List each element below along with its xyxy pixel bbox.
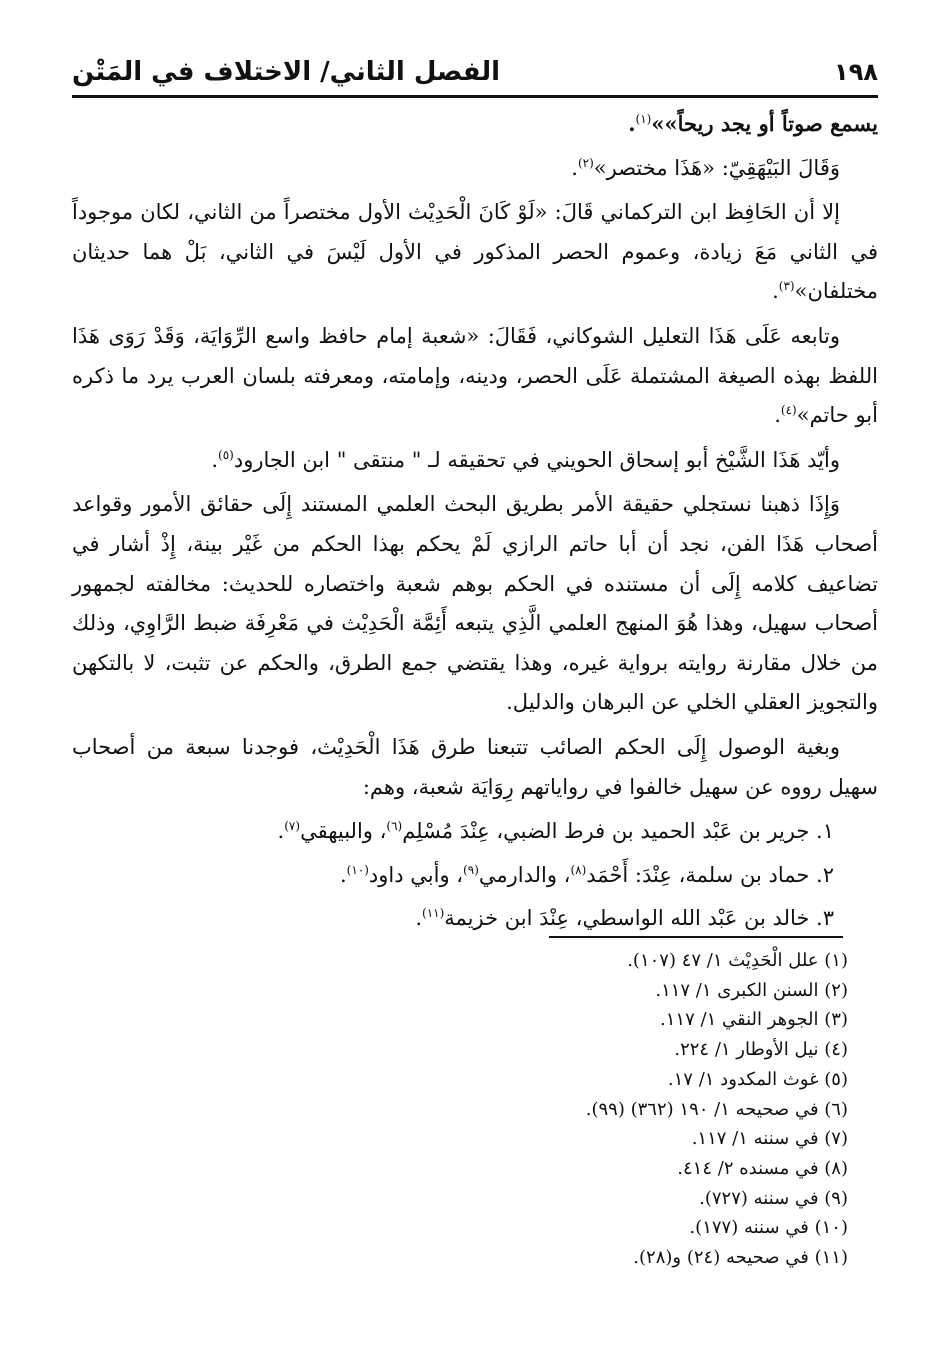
footnote-ref: (٧) <box>284 819 301 834</box>
header-rule <box>72 95 878 98</box>
list-item-3: ٣. خالد بن عَبْد الله الواسطي، عِنْدَ ابن خزيمة$^{(١١)}$. <box>415 906 834 931</box>
footnote-ref: (٩) <box>463 862 479 877</box>
footnote-1: (١) علل الْحَدِيْث ١/ ٤٧ (١٠٧). <box>627 950 848 971</box>
paragraph-6: وَإِذَا ذهبنا نستجلي حقيقة الأمر بطريق البحث العلمي المستند إِلَى حقائق الأمور وقواعد أصحاب هَذَا الفن، نجد أن أبا حاتم الرازي لَمْ يحكم بهذا الحكم من غَيْر بينة، إِذْ أشار في تضاعيف كلامه إِلَى أن مستنده في الحكم بوهم شعبة واختصاره للحديث: مخالفته لجمهور أصحاب سهيل، وهذا هُوَ المنهج العلمي الَّذِي يتبعه أَئِمَّة الْحَدِيْث في مَعْرِفَة ضبط الرَّاوِي، وذلك من خلال مقارنة روايته برواية غيره، وهذا يقتضي جمع الطرق، والحكم عن تثبت، لا بالتكهن والتجويز العقلي الخلي عن البرهان والدليل. <box>72 492 878 715</box>
paragraph-7: وبغية الوصول إِلَى الحكم الصائب تتبعنا طرق هَذَا الْحَدِيْث، فوجدنا سبعة من أصحاب سهيل رووه عن سهيل خالفوا في رواياتهم رِوَايَة شعبة، وهم: <box>72 734 878 799</box>
paragraph-1: يسمع صوتاً أو يجد ريحاً»»$^{(١)}$. <box>628 111 878 136</box>
footnote-ref: (٤) <box>780 403 797 418</box>
footnote-ref: (٥) <box>218 447 234 462</box>
list-item-2: ٢. حماد بن سلمة، عِنْدَ: أَحْمَد$^{(٨)}$، والدارمي$^{(٩)}$، وأبي داود$^{(١٠)}$. <box>339 862 834 887</box>
footnote-ref: (١٠) <box>346 862 369 877</box>
footnote-ref: (١) <box>635 112 652 126</box>
page-number: ١٩٨ <box>834 58 878 86</box>
footnote-2: (٢) السنن الكبرى ١/ ١١٧. <box>655 979 848 1001</box>
footnote-11: (١١) في صحيحه (٢٤) و(٢٨). <box>633 1247 848 1269</box>
footnote-3: (٣) الجوهر النقي ١/ ١١٧. <box>660 1009 848 1031</box>
footnote-10: (١٠) في سننه (١٧٧). <box>689 1217 848 1239</box>
footnote-7: (٧) في سننه ١/ ١١٧. <box>691 1128 848 1150</box>
footnote-ref: (٣) <box>778 279 795 294</box>
footnote-6: (٦) في صحيحه ١/ ١٩٠ (٣٦٢) (٩٩). <box>585 1098 848 1120</box>
footnote-ref: (١١) <box>422 906 445 921</box>
footnote-ref: (٨) <box>570 862 587 877</box>
footnote-5: (٥) غوث المكدود ١/ ١٧. <box>667 1068 848 1090</box>
paragraph-3: إلا أن الحَافِظ ابن التركماني قَالَ: «لَوْ كَانَ الْحَدِيْث الأول مختصراً من الثاني، لكان موجوداً في الثاني مَعَ زيادة، وعموم الحصر المذكور في الأول لَيْسَ في الثاني، بَلْ هما حديثان مختلفان»$^{(٣)}$. <box>72 200 878 304</box>
chapter-title: الفصل الثاني/ الاختلاف في المَتْن <box>72 57 501 87</box>
main-text <box>72 104 878 943</box>
paragraph-5: وأيّد هَذَا الشَّيْخ أبو إسحاق الحويني في تحقيقه لـ " منتقى " ابن الجارود$^{(٥)}$. <box>211 447 840 472</box>
footnote-8: (٨) في مسنده ٢/ ٤١٤. <box>677 1157 848 1179</box>
list-item-1: ١. جرير بن عَبْد الحميد بن فرط الضبي، عِنْدَ مُسْلِم$^{(٦)}$، والبيهقي$^{(٧)}$. <box>277 819 834 844</box>
paragraph-2: وَقَالَ البَيْهَقِيّ: «هَذَا مختصر»$^{(٢)}$. <box>571 155 840 180</box>
footnote-ref: (٦) <box>386 819 403 834</box>
footnote-separator <box>549 936 843 938</box>
footnotes <box>72 946 848 1273</box>
footnote-4: (٤) نيل الأوطار ١/ ٢٢٤. <box>674 1039 848 1061</box>
running-header <box>72 52 878 92</box>
footnote-9: (٩) في سننه (٧٢٧). <box>699 1187 848 1209</box>
footnote-ref: (٢) <box>577 155 594 170</box>
paragraph-4: وتابعه عَلَى هَذَا التعليل الشوكاني، فَقَالَ: «شعبة إمام حافظ واسع الرِّوَايَة، وَقَدْ رَوَى هَذَا اللفظ بهذه الصيغة المشتملة عَلَى الحصر، ودينه، وإمامته، ومعرفته بلسان العرب يرد ما ذكره أبو حاتم»$^{(٤)}$. <box>72 323 878 428</box>
